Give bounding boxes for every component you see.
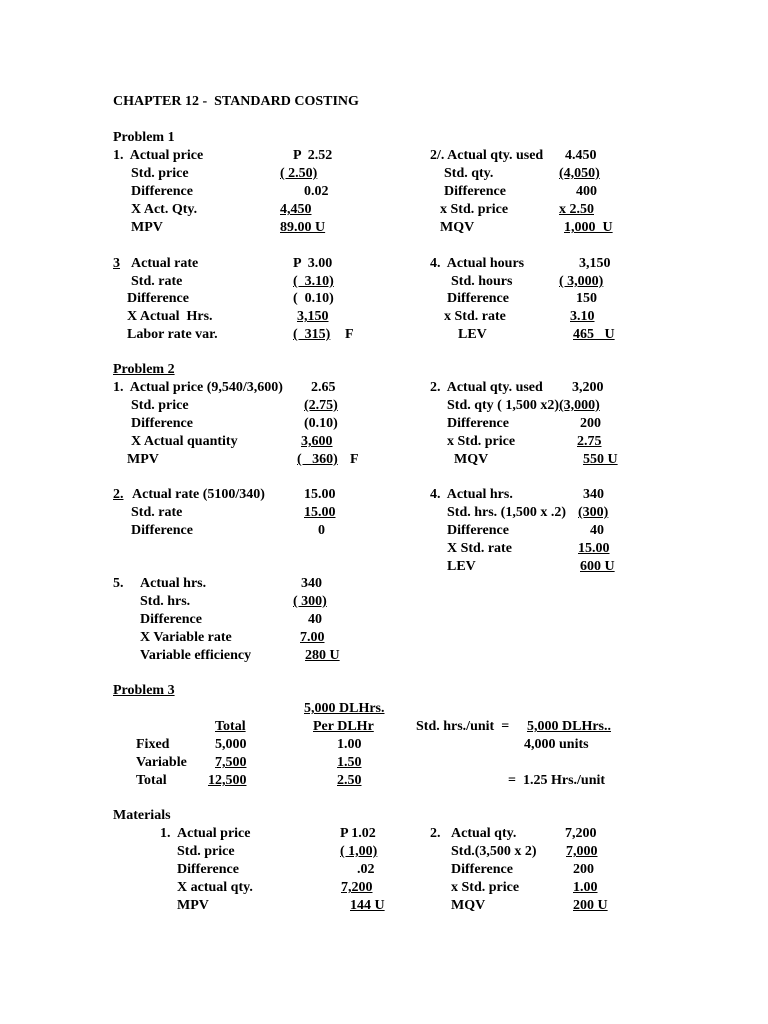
row-label: 2/. Actual qty. used (430, 148, 544, 163)
std-hours-result: = 1.25 Hrs./unit (508, 773, 606, 788)
row-value: 150 (576, 291, 597, 306)
row-value: 15.00 (304, 505, 336, 520)
row-label: Fixed (136, 737, 170, 752)
row-value: 0 (318, 523, 325, 538)
row-label: Actual hrs. (140, 576, 207, 591)
row-label: X Std. rate (447, 541, 512, 556)
row-label: 4. Actual hrs. (430, 487, 513, 502)
row-label: Actual rate (131, 256, 199, 271)
row-label: Std. rate (131, 274, 183, 289)
row-label: Std. hours (451, 274, 513, 289)
row-label: MPV (131, 220, 163, 235)
row-value: (3,000) (559, 398, 600, 413)
row-value: 200 (580, 416, 601, 431)
row-label: Difference (131, 523, 193, 538)
row-label: Actual qty. (451, 826, 517, 841)
row-value: 40 (590, 523, 604, 538)
row-label: Actual rate (5100/340) (132, 487, 265, 502)
row-label: x Std. price (447, 434, 516, 449)
row-value: ( 315) (293, 327, 331, 342)
row-label: Difference (127, 291, 189, 306)
row-label: 1. Actual price (9,540/3,600) (113, 380, 283, 395)
row-per: 1.00 (337, 737, 362, 752)
row-label: x Std. price (440, 202, 509, 217)
item-number: 2. (430, 826, 441, 841)
row-value: 200 U (573, 898, 608, 913)
row-value: ( 300) (293, 594, 327, 609)
row-value: ( 360) (297, 452, 338, 467)
row-value: 1,000 U (564, 220, 613, 235)
row-label: Difference (444, 184, 506, 199)
row-value: 15.00 (304, 487, 336, 502)
row-label: Actual price (177, 826, 251, 841)
row-value: 40 (308, 612, 322, 627)
item-number: 2. (113, 487, 124, 502)
row-value: 600 U (580, 559, 615, 574)
row-label: X Actual Hrs. (127, 309, 213, 324)
row-value: 340 (583, 487, 604, 502)
row-label: X Act. Qty. (131, 202, 198, 217)
row-value: x 2.50 (559, 202, 594, 217)
row-per: 1.50 (337, 755, 362, 770)
row-label: Std. price (131, 166, 189, 181)
problem-2-heading: Problem 2 (113, 362, 175, 377)
row-total: 12,500 (208, 773, 247, 788)
row-value: 2.75 (577, 434, 602, 449)
row-label: 1. Actual price (113, 148, 204, 163)
row-label: X actual qty. (177, 880, 253, 895)
row-label: x Std. price (451, 880, 520, 895)
row-label: Difference (140, 612, 202, 627)
row-value: (4,050) (559, 166, 600, 181)
row-value: 7,200 (341, 880, 373, 895)
row-value: (2.75) (304, 398, 338, 413)
row-label: MPV (177, 898, 209, 913)
row-value: P 1.02 (340, 826, 376, 841)
row-label: Std. price (177, 844, 235, 859)
row-label: Difference (177, 862, 239, 877)
column-header: 5,000 DLHrs. (304, 701, 385, 716)
row-label: Difference (447, 523, 509, 538)
item-number: 3 (113, 256, 120, 271)
row-label: Std. price (131, 398, 189, 413)
row-label: Difference (131, 416, 193, 431)
problem-1-heading: Problem 1 (113, 130, 175, 145)
row-label: Std. hrs. (140, 594, 191, 609)
row-label: Std. hrs. (1,500 x .2) (447, 505, 567, 520)
row-value: 340 (301, 576, 322, 591)
page-title: CHAPTER 12 - STANDARD COSTING (113, 94, 359, 109)
row-value: 7,000 (566, 844, 598, 859)
row-label: MPV (127, 452, 159, 467)
row-value: 89.00 U (280, 220, 326, 235)
row-value: 3,200 (572, 380, 604, 395)
item-number: 1. (160, 826, 171, 841)
row-label: Total (136, 773, 167, 788)
row-value: ( 3.10) (293, 274, 334, 289)
row-label: Difference (447, 291, 509, 306)
row-value: 1.00 (573, 880, 598, 895)
row-value: 144 U (350, 898, 385, 913)
row-label: Variable (136, 755, 187, 770)
std-hours-label: Std. hrs./unit = (416, 719, 510, 734)
row-label: Variable efficiency (140, 648, 252, 663)
variance-flag: F (345, 327, 354, 342)
row-label: x Std. rate (444, 309, 506, 324)
row-value: ( 2.50) (280, 166, 318, 181)
row-value: 4.450 (565, 148, 597, 163)
std-hours-denominator: 4,000 units (524, 737, 589, 752)
row-value: 200 (573, 862, 594, 877)
materials-heading: Materials (113, 808, 171, 823)
row-label: Std. rate (131, 505, 183, 520)
row-label: Labor rate var. (127, 327, 218, 342)
row-per: 2.50 (337, 773, 362, 788)
row-value: 280 U (305, 648, 340, 663)
row-label: MQV (440, 220, 475, 235)
column-header: Per DLHr (313, 719, 374, 734)
row-label: MQV (451, 898, 486, 913)
row-label: Difference (451, 862, 513, 877)
variance-flag: F (350, 452, 359, 467)
column-header: Total (215, 719, 246, 734)
row-value: 7.00 (300, 630, 325, 645)
row-value: 4,450 (280, 202, 312, 217)
row-value: ( 1,00) (340, 844, 378, 859)
row-label: Std.(3,500 x 2) (451, 844, 537, 859)
row-value: 3,150 (297, 309, 329, 324)
row-total: 7,500 (215, 755, 247, 770)
row-label: Difference (131, 184, 193, 199)
row-value: P 2.52 (293, 148, 333, 163)
row-label: Difference (447, 416, 509, 431)
row-label: 2. Actual qty. used (430, 380, 543, 395)
item-number: 5. (113, 576, 124, 591)
row-label: Std. qty. (444, 166, 494, 181)
row-value: 550 U (583, 452, 618, 467)
row-value: (0.10) (304, 416, 338, 431)
row-value: 3,600 (301, 434, 333, 449)
row-label: LEV (447, 559, 476, 574)
row-label: X Actual quantity (131, 434, 238, 449)
row-value: 7,200 (565, 826, 597, 841)
row-label: X Variable rate (140, 630, 232, 645)
row-value: (300) (578, 505, 609, 520)
row-value: .02 (357, 862, 375, 877)
row-value: 3.10 (570, 309, 595, 324)
row-value: ( 3,000) (559, 274, 604, 289)
row-value: 465 U (573, 327, 615, 342)
row-value: 2.65 (311, 380, 336, 395)
row-value: 3,150 (579, 256, 611, 271)
row-label: LEV (458, 327, 487, 342)
row-label: MQV (454, 452, 489, 467)
std-hours-numerator: 5,000 DLHrs.. (527, 719, 611, 734)
row-label: Std. qty ( 1,500 x2) (447, 398, 560, 413)
row-value: ( 0.10) (293, 291, 334, 306)
row-value: 0.02 (304, 184, 329, 199)
row-value: P 3.00 (293, 256, 333, 271)
row-value: 15.00 (578, 541, 610, 556)
row-total: 5,000 (215, 737, 247, 752)
row-value: 400 (576, 184, 597, 199)
row-label: 4. Actual hours (430, 256, 525, 271)
problem-3-heading: Problem 3 (113, 683, 175, 698)
